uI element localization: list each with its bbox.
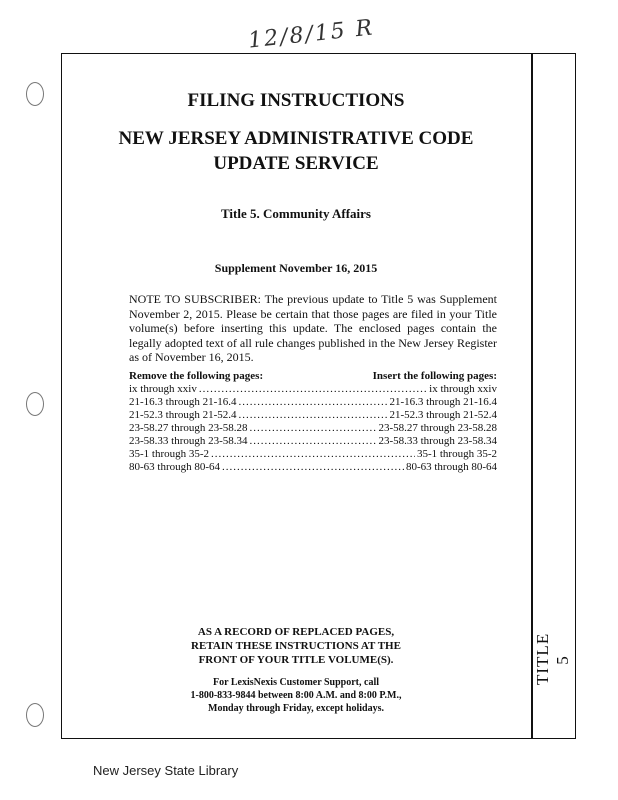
remove-pages: 21-52.3 through 21-52.4 bbox=[129, 409, 237, 421]
dot-leader bbox=[239, 396, 388, 409]
page-heading: FILING INSTRUCTIONS bbox=[187, 90, 405, 111]
insert-pages: 35-1 through 35-2 bbox=[416, 448, 497, 460]
page-replacement-table bbox=[129, 370, 497, 474]
table-row bbox=[129, 383, 497, 396]
dot-leader bbox=[239, 409, 388, 422]
support-line: 1-800-833-9844 between 8:00 A.M. and 8:00 P.M., bbox=[190, 690, 402, 701]
dot-leader bbox=[211, 448, 415, 461]
table-header bbox=[129, 370, 497, 383]
insert-pages: 80-63 through 80-64 bbox=[405, 461, 497, 473]
code-title-line-1: NEW JERSEY ADMINISTRATIVE CODE bbox=[118, 128, 474, 149]
insert-header: Insert the following pages: bbox=[372, 370, 497, 382]
title-tab-label: TITLE 5 bbox=[533, 632, 572, 685]
remove-pages: 35-1 through 35-2 bbox=[129, 448, 210, 460]
insert-pages: 23-58.27 through 23-58.28 bbox=[378, 422, 497, 434]
remove-pages: ix through xxiv bbox=[129, 383, 197, 395]
remove-pages: 23-58.27 through 23-58.28 bbox=[129, 422, 248, 434]
remove-header: Remove the following pages: bbox=[129, 370, 264, 382]
insert-pages: 23-58.33 through 23-58.34 bbox=[378, 435, 497, 447]
remove-pages: 21-16.3 through 21-16.4 bbox=[129, 396, 237, 408]
punch-hole-top bbox=[26, 82, 44, 106]
table-row bbox=[129, 461, 497, 474]
dot-leader bbox=[250, 435, 377, 448]
dot-leader bbox=[222, 461, 404, 474]
library-stamp: New Jersey State Library bbox=[93, 763, 239, 778]
record-line: FRONT OF YOUR TITLE VOLUME(S). bbox=[198, 654, 394, 666]
customer-support-info bbox=[61, 676, 531, 715]
remove-pages: 80-63 through 80-64 bbox=[129, 461, 221, 473]
punch-hole-bottom bbox=[26, 703, 44, 727]
remove-pages: 23-58.33 through 23-58.34 bbox=[129, 435, 248, 447]
code-title-line-2: UPDATE SERVICE bbox=[213, 153, 379, 174]
table-row bbox=[129, 435, 497, 448]
insert-pages: 21-16.3 through 21-16.4 bbox=[389, 396, 497, 408]
table-row bbox=[129, 448, 497, 461]
title-name: Title 5. Community Affairs bbox=[221, 206, 371, 221]
supplement-date: Supplement November 16, 2015 bbox=[214, 261, 378, 275]
insert-pages: 21-52.3 through 21-52.4 bbox=[389, 409, 497, 421]
table-row bbox=[129, 396, 497, 409]
dot-leader bbox=[199, 383, 427, 396]
handwritten-date-note: 12/8/15 R bbox=[247, 15, 376, 54]
table-rows bbox=[129, 383, 497, 474]
support-line: Monday through Friday, except holidays. bbox=[208, 703, 384, 714]
insert-pages: ix through xxiv bbox=[429, 383, 497, 395]
table-row bbox=[129, 422, 497, 435]
subscriber-note: NOTE TO SUBSCRIBER: The previous update to Title 5 was Supplement November 2, 2015. Please be certain that those pages are filed in your Title volume(s) before inserting this update. The enclosed pages contain the legally adopted text of all rule changes published in the New Jersey Register as of November 16, 2015. bbox=[129, 292, 497, 364]
dot-leader bbox=[250, 422, 377, 435]
record-line: RETAIN THESE INSTRUCTIONS AT THE bbox=[191, 640, 401, 652]
support-line: For LexisNexis Customer Support, call bbox=[212, 677, 379, 688]
record-instructions bbox=[61, 625, 531, 667]
record-line: AS A RECORD OF REPLACED PAGES, bbox=[197, 626, 395, 638]
punch-hole-middle bbox=[26, 392, 44, 416]
table-row bbox=[129, 409, 497, 422]
code-title bbox=[61, 126, 531, 176]
